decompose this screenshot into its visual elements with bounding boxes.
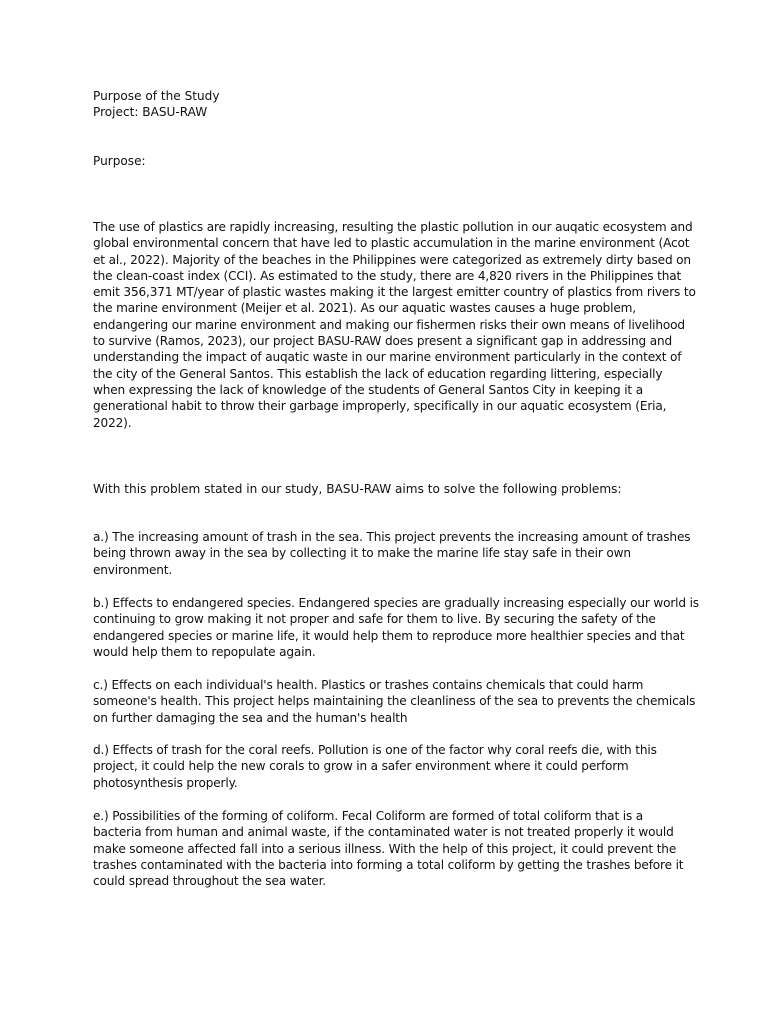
paragraph-line: global environmental concern that have led to plastic accumulation in the marine environment (Acot	[93, 236, 690, 251]
problem-item-b	[93, 595, 699, 660]
problem-item-d	[93, 742, 677, 791]
study-title	[93, 88, 677, 121]
item-line: would help them to repopulate again.	[93, 644, 316, 659]
paragraph-line: the clean-coast index (CCI). As estimated to the study, there are 4,820 rivers in the Philippines that	[93, 268, 682, 283]
study-title-line: Purpose of the Study	[93, 89, 220, 103]
problems-intro	[93, 481, 677, 497]
paragraph-line: emit 356,371 MT/year of plastic wastes making it the largest emitter country of plastics from rivers to	[93, 285, 696, 300]
paragraph-line: when expressing the lack of knowledge of the students of General Santos City in keeping it a	[93, 382, 643, 397]
paragraph-line: The use of plastics are rapidly increasing, resulting the plastic pollution in our auqatic ecosystem and	[93, 220, 693, 234]
purpose-label: Purpose:	[93, 154, 146, 168]
item-line: b.) Effects to endangered species. Endangered species are gradually increasing especially our world is	[93, 596, 699, 610]
item-line: being thrown away in the sea by collecting it to make the marine life stay safe in their own	[93, 546, 631, 561]
item-line: endangered species or marine life, it would help them to reproduce more healthier species and that	[93, 628, 685, 643]
purpose-paragraph	[93, 219, 696, 431]
item-line: make someone affected fall into a serious illness. With the help of this project, it could prevent the	[93, 841, 677, 856]
paragraph-line: et al., 2022). Majority of the beaches in the Philippines were categorized as extremely dirty based on	[93, 252, 691, 267]
item-line: d.) Effects of trash for the coral reefs. Pollution is one of the factor why coral reefs die, with this	[93, 743, 657, 757]
item-line: trashes contaminated with the bacteria into forming a total coliform by getting the trashes before it	[93, 857, 684, 872]
paragraph-line: 2022).	[93, 415, 132, 430]
problem-item-a	[93, 529, 691, 578]
item-line: photosynthesis properly.	[93, 775, 238, 790]
paragraph-line: to survive (Ramos, 2023), our project BASU-RAW does present a significant gap in addressing and	[93, 334, 673, 349]
problems-intro-line: With this problem stated in our study, BASU-RAW aims to solve the following problems:	[93, 482, 622, 496]
paragraph-line: the marine environment (Meijer et al. 2021). As our aquatic wastes causes a huge problem,	[93, 301, 636, 316]
problem-item-c	[93, 677, 696, 726]
item-line: e.) Possibilities of the forming of coliform. Fecal Coliform are formed of total coliform that is a	[93, 809, 644, 823]
item-line: someone's health. This project helps maintaining the cleanliness of the sea to prevents the chemicals	[93, 694, 696, 709]
item-line: continuing to grow making it not proper and safe for them to live. By securing the safety of the	[93, 612, 656, 627]
paragraph-line: generational habit to throw their garbage improperly, specifically in our aquatic ecosystem (Eria,	[93, 399, 667, 414]
problem-item-e	[93, 808, 684, 889]
purpose-heading	[93, 153, 677, 169]
item-line: bacteria from human and animal waste, if the contaminated water is not treated properly it would	[93, 825, 674, 840]
paragraph-line: understanding the impact of auqatic waste in our marine environment particularly in the context of	[93, 350, 682, 365]
item-line: c.) Effects on each individual's health. Plastics or trashes contains chemicals that could harm	[93, 678, 644, 692]
item-line: on further damaging the sea and the human's health	[93, 710, 408, 725]
paragraph-line: the city of the General Santos. This establish the lack of education regarding littering, especially	[93, 366, 663, 381]
item-line: project, it could help the new corals to grow in a safer environment where it could perform	[93, 759, 629, 774]
paragraph-line: endangering our marine environment and making our fishermen risks their own means of livelihood	[93, 317, 685, 332]
item-line: environment.	[93, 562, 173, 577]
project-name-line: Project: BASU-RAW	[93, 105, 208, 120]
item-line: a.) The increasing amount of trash in the sea. This project prevents the increasing amount of trashes	[93, 530, 691, 544]
item-line: could spread throughout the sea water.	[93, 874, 326, 889]
